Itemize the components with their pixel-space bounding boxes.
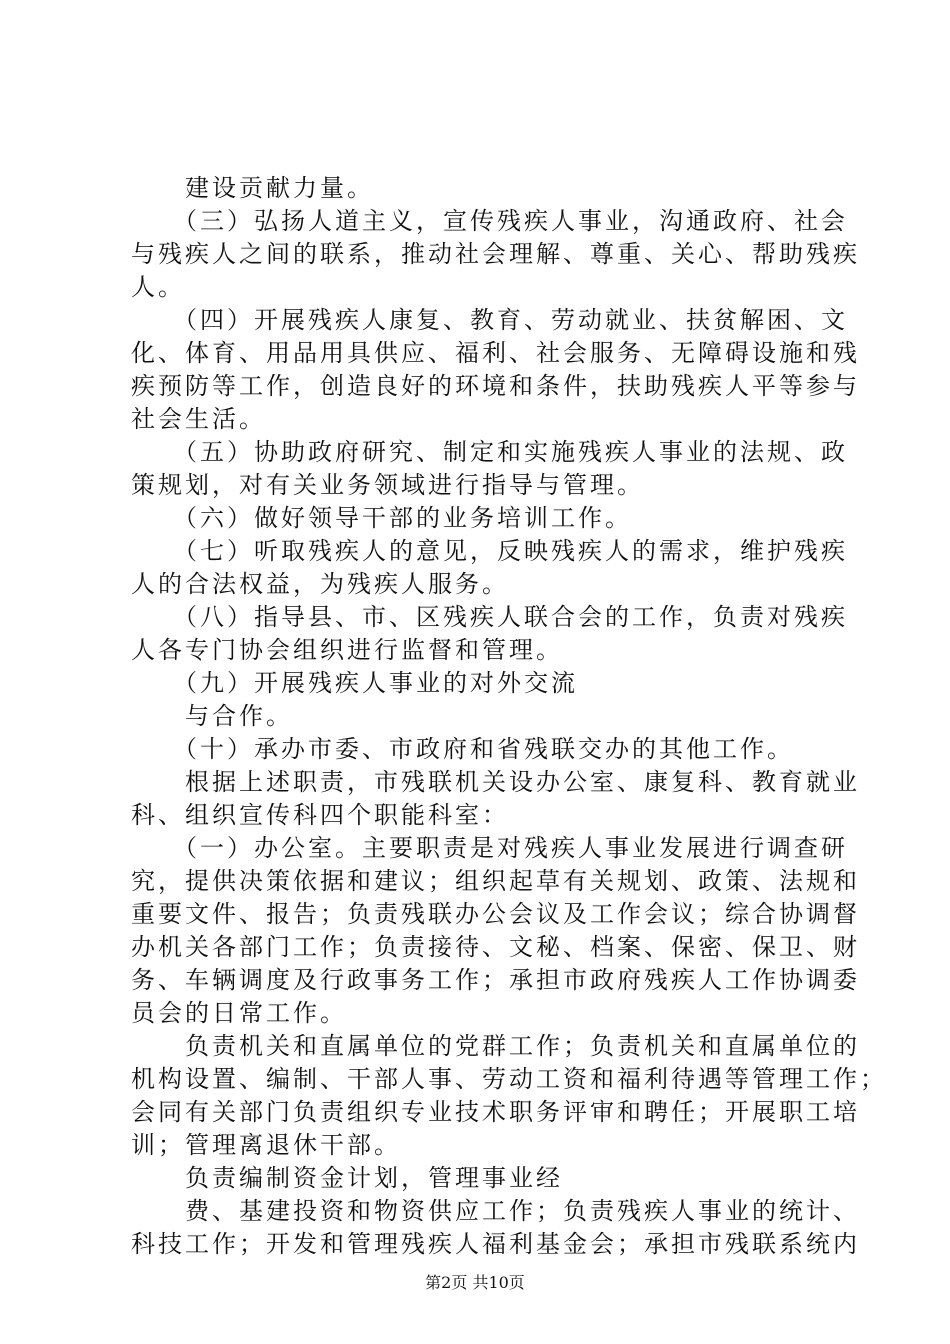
text-line: （八）指导县、市、区残疾人联合会的工作，负责对残疾 — [131, 603, 848, 631]
text-line: 务、车辆调度及行政事务工作；承担市政府残疾人工作协调委 — [131, 966, 860, 994]
text-line: 究，提供决策依据和建议；组织起草有关规划、政策、法规和 — [131, 867, 860, 895]
text-line: 负责编制资金计划，管理事业经 — [131, 1164, 563, 1192]
text-line: 社会生活。 — [131, 405, 266, 433]
text-line: 人的合法权益，为残疾人服务。 — [131, 570, 509, 598]
text-line: 科技工作；开发和管理残疾人福利基金会；承担市残联系统内 — [131, 1230, 860, 1258]
text-line: 员会的日常工作。 — [131, 999, 347, 1027]
text-line: 科、组织宣传科四个职能科室： — [131, 801, 509, 829]
text-line: （三）弘扬人道主义，宣传残疾人事业，沟通政府、社会 — [131, 207, 848, 235]
text-line: 会同有关部门负责组织专业技术职务评审和聘任；开展职工培 — [131, 1098, 860, 1126]
text-line: 根据上述职责，市残联机关设办公室、康复科、教育就业 — [131, 768, 860, 796]
text-line: 费、基建投资和物资供应工作；负责残疾人事业的统计、 — [131, 1197, 860, 1225]
text-line: 人。 — [131, 273, 185, 301]
text-line: （七）听取残疾人的意见，反映残疾人的需求，维护残疾 — [131, 537, 848, 565]
text-line: 与合作。 — [131, 702, 293, 730]
text-line: 负责机关和直属单位的党群工作；负责机关和直属单位的 — [131, 1032, 860, 1060]
text-line: 人各专门协会组织进行监督和管理。 — [131, 636, 563, 664]
text-line: （十）承办市委、市政府和省残联交办的其他工作。 — [131, 735, 794, 763]
text-line: 与残疾人之间的联系，推动社会理解、尊重、关心、帮助残疾 — [131, 240, 860, 268]
text-line: 办机关各部门工作；负责接待、文秘、档案、保密、保卫、财 — [131, 933, 860, 961]
text-line: 疾预防等工作，创造良好的环境和条件，扶助残疾人平等参与 — [131, 372, 860, 400]
text-line: 重要文件、报告；负责残联办公会议及工作会议；综合协调督 — [131, 900, 860, 928]
text-line: （五）协助政府研究、制定和实施残疾人事业的法规、政 — [131, 438, 848, 466]
text-line: 机构设置、编制、干部人事、劳动工资和福利待遇等管理工作； — [131, 1065, 887, 1093]
text-line: （四）开展残疾人康复、教育、劳动就业、扶贫解困、文 — [131, 306, 848, 334]
text-line: （一）办公室。主要职责是对残疾人事业发展进行调查研 — [131, 834, 848, 862]
text-line: 训；管理离退休干部。 — [131, 1131, 401, 1159]
page-footer: 第2页 共10页 — [425, 1273, 525, 1292]
text-line: 化、体育、用品用具供应、福利、社会服务、无障碍设施和残 — [131, 339, 860, 367]
text-line: （六）做好领导干部的业务培训工作。 — [131, 504, 632, 532]
text-line: 策规划，对有关业务领域进行指导与管理。 — [131, 471, 644, 499]
text-line: （九）开展残疾人事业的对外交流 — [131, 669, 578, 697]
text-line: 建设贡献力量。 — [131, 174, 374, 202]
